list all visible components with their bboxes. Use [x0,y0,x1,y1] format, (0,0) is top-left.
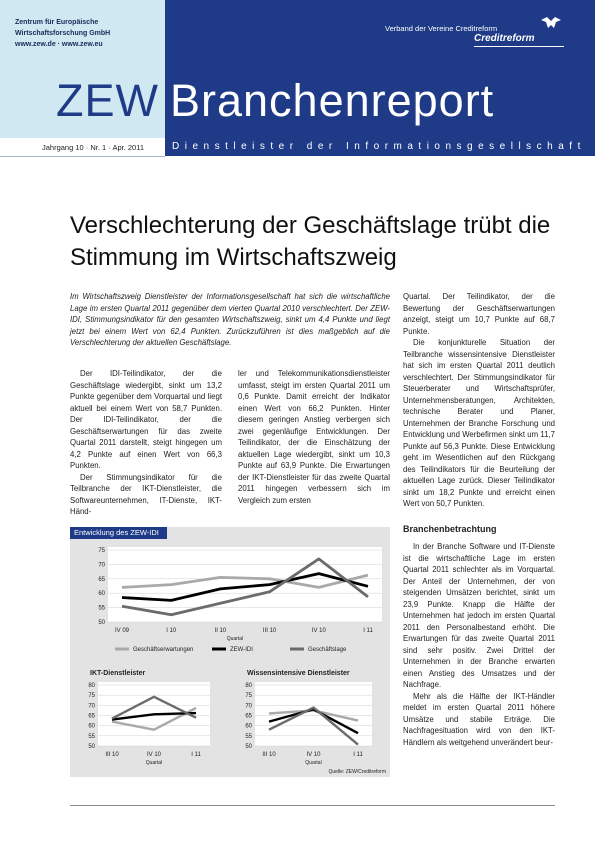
report-title: Branchenreport [170,75,495,126]
legend-label: Geschäftslage [308,647,347,653]
header-rule [0,156,165,157]
y-tick-label: 70 [88,703,95,710]
y-tick-label: 60 [245,723,252,730]
y-tick-label: 50 [245,744,252,750]
x-tick-label: III 10 [262,628,277,634]
x-tick-label: I 11 [191,752,201,758]
x-tick-label: II 10 [214,628,227,634]
x-axis-label: Quartal [226,636,244,642]
x-axis-label: Quartal [305,760,322,766]
y-tick-label: 75 [88,693,95,700]
x-tick-label: III 10 [262,752,276,758]
article-column-3 [403,291,555,748]
institute-name-line-2: Wirtschaftsforschung GmbH [15,30,111,37]
y-tick-label: 60 [98,591,105,598]
creditreform-eagle-icon [540,14,562,30]
y-tick-label: 65 [245,713,252,720]
wissensintensive-line-chart [245,670,372,766]
association-name: Verband der Vereine Creditreform [385,24,498,33]
y-tick-label: 80 [245,683,252,689]
article-lead: Im Wirtschaftszweig Dienstleister der Informationsgesellschaft hat sich die wirtschaftliche Lage im ersten Quartal 2011 gegenüber dem vierten Quartal 2010 verschlechtert. Der ZEW-IDI, Stimmungsindikator für den gesamten Wirtschaftszweig, sinkt um 4,4 Punkte und liegt jetzt bei einem Wert von 62,4 Punkten. Zurückzuführen ist dies maßgeblich auf die Verschlechterung der aktuellen Geschäftslage. [70,292,390,347]
y-tick-label: 70 [98,562,105,569]
y-tick-label: 80 [88,683,95,689]
paragraph: Der IDI-Teilindikator, der die Geschäftslage wiedergibt, sinkt um 13,2 Punkte gegenüber dem Vorquartal und liegt aktuell bei einem Wert von 58,7 Punkten. Der IDI-Teilindikator, der die Geschäftserwartungen für das zweite Quartal 2011 darstellt, steigt hingegen um 4,2 Punkte auf einen Wert von 66,3 Punkten. [70,369,222,470]
logo-underline [474,46,564,47]
chart-figure [70,527,390,777]
x-tick-label: I 11 [353,752,363,758]
footer-rule [70,805,555,806]
paragraph: ler und Telekommunikationsdienstleister umfasst, steigt im ersten Quartal 2011 um 0,6 Punkte. Damit erreicht der Indikator einen Wert von 66,2 Punkten. Hinter diesem geringen Anstieg verbergen sich zwei gegenläufige Entwicklungen. Der Teilindikator, der die Einschätzung der aktuellen Lage wiedergibt, sinkt um 10,3 Punkte auf 63,9 Punkte. Die Erwartungen der IKT-Dienstleister für das zweite Quartal 2011 hingegen verbessern sich im Vergleich zum ersten [238,369,390,505]
x-tick-label: IV 10 [311,628,326,634]
report-subtitle: Dienstleister der Informationsgesellschaft [172,141,586,152]
zew-logo: ZEW [56,75,159,126]
y-tick-label: 50 [98,620,105,626]
subchart-title: IKT-Dienstleister [90,670,146,677]
institute-website: www.zew.de · www.zew.eu [15,41,103,48]
x-tick-label: III 10 [105,752,119,758]
y-tick-label: 55 [88,733,95,740]
x-tick-label: IV 10 [146,752,162,758]
y-tick-label: 65 [88,713,95,720]
chart-panel-title: Entwicklung des ZEW-IDI [70,527,167,539]
article-headline: Verschlechterung der Geschäftslage trübt die Stimmung im Wirtschaftszweig [70,212,551,271]
y-tick-label: 55 [245,733,252,740]
paragraph: Der Stimmungsindikator für die Teilbranche der IKT-Dienstleister, die Softwareunternehmen, IT-Dienste, IKT-Händ- [70,472,222,516]
chart-legend [115,647,347,653]
ikt-line-chart [88,670,210,766]
y-tick-label: 75 [245,693,252,700]
paragraph: Mehr als die Hälfte der IKT-Händler meldet im ersten Quartal 2011 höhere Umsätze und stabile Erträge. Die Nachfragesituation wird von den IKT-Händlern als weitgehend unverändert beur- [403,691,555,747]
creditreform-logo: Creditreform [474,33,535,44]
x-tick-label: I 11 [363,628,373,634]
paragraph: In der Branche Software und IT-Dienste ist die wirtschaftliche Lage im ersten Quartal 2011 schlechter als im Vorquartal. Der Anteil der Unternehmen, der von steigenden Umsätzen berichtet, sinkt um 23,9 Punkte. Knapp die Hälfte der Unternehmen hat jedoch im ersten Quartal 2011 den Personalbestand erhöht. Die Erwartungen für das zweite Quartal 2011 sind sehr positiv. Zwei Drittel der Unternehmen in der Branche erwarten einen Anstieg des Umsatzes und der Nachfrage. [403,542,555,689]
paragraph: Die konjunkturelle Situation der Teilbranche wissensintensive Dienstleister hat sich im ersten Quartal 2011 deutlich verschlechtert. Der Stimmungsindikator für Steuerberater und Wirtschaftsprüfer, Unternehmensberatungen, Architekten, technische Berater und Planer, Unternehmen der Branche Forschung und Entwicklung und Werbefirmen sinkt um 11,7 Punkte auf 56,3 Punkte. Diese Entwicklung geht im Wesentlichen auf den Rückgang des Teilindikators für die Beurteilung der aktuellen Lage zurück. Dieser Teilindikator sinkt um 18,2 Punkte und erreicht einen Wert von 50,7 Punkten. [403,338,555,508]
x-tick-label: IV 09 [114,628,130,634]
section-heading: Branchenbetrachtung [403,523,497,534]
institute-box [0,0,165,80]
x-axis-label: Quartal [145,760,163,766]
x-tick-label: I 10 [166,628,177,634]
x-tick-label: IV 10 [306,752,321,758]
paragraph: Quartal. Der Teilindikator, der die Bewertung der Geschäftserwartungen anzeigt, steigt um 10,7 Punkte auf 68,7 Punkte. [403,292,555,336]
main-line-chart [98,547,382,642]
issue-info: Jahrgang 10 · Nr. 1 · Apr. 2011 [42,143,145,152]
chart-source: Quelle: ZEW/Creditreform [328,769,386,775]
y-tick-label: 65 [98,576,105,583]
legend-label: ZEW-IDI [230,647,253,653]
institute-name-line-1: Zentrum für Europäische [15,19,99,26]
y-tick-label: 50 [88,744,95,750]
legend-label: Geschäftserwartungen [133,647,194,653]
y-tick-label: 75 [98,548,105,554]
subchart-title: Wissensintensive Dienstleister [247,670,350,677]
article-column-1 [70,368,222,518]
y-tick-label: 55 [98,605,105,612]
y-tick-label: 60 [88,723,95,730]
article-column-2 [238,368,390,506]
y-tick-label: 70 [245,703,252,710]
